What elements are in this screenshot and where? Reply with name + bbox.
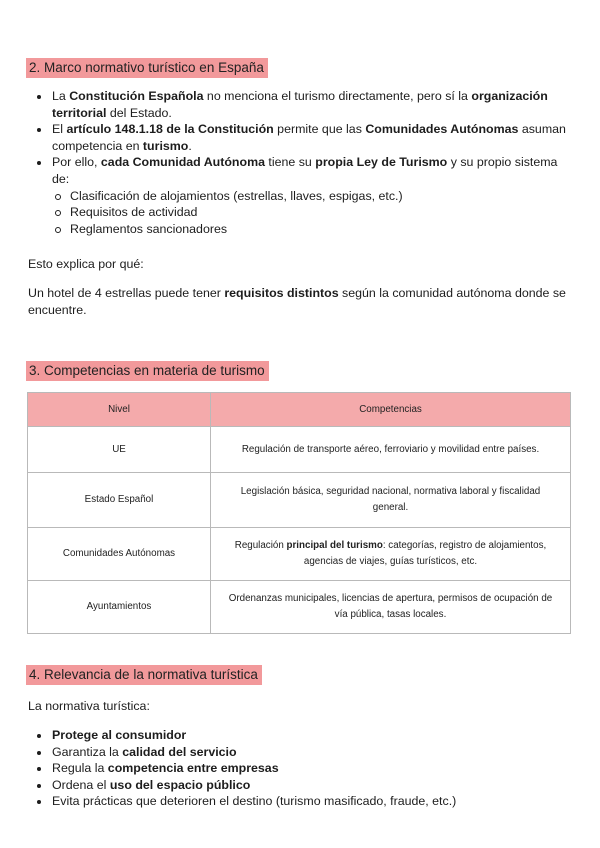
text: : categorías, registro de alojamientos, agencias de viajes, guías turísticos, etc.: [303, 540, 547, 567]
paragraph: La normativa turística:: [28, 699, 150, 713]
text: El: [52, 122, 67, 137]
table-row: [28, 427, 571, 473]
text: Regulación: [234, 540, 287, 551]
text: Por ello,: [52, 155, 101, 170]
paragraph: [28, 285, 573, 318]
list-item: [36, 727, 566, 744]
competencias-cell: [211, 427, 571, 473]
table-row: [28, 473, 571, 528]
table-row: [28, 581, 571, 634]
sub-list: [52, 188, 566, 238]
text: Un hotel de 4 estrellas puede tener: [28, 286, 225, 300]
list-item: [36, 121, 566, 154]
nivel-cell: Estado Español: [28, 473, 211, 528]
text: Garantiza la: [52, 744, 123, 759]
list-item: [36, 154, 566, 237]
text: tiene su: [264, 155, 316, 170]
text: permite que las: [273, 122, 366, 137]
section-4-heading: 4. Relevancia de la normativa turística: [26, 665, 262, 685]
nivel-cell: Ayuntamientos: [28, 581, 211, 634]
bold-text: requisitos distintos: [224, 286, 339, 300]
sub-list-item: Reglamentos sancionadores: [52, 221, 566, 238]
table-row: [28, 528, 571, 581]
text: Ordenanzas municipales, licencias de apertura, permisos de ocupación de vía pública, tasas locales.: [228, 593, 553, 620]
text: .: [188, 138, 192, 153]
text: según la comunidad autónoma donde se encuentre.: [28, 286, 566, 317]
section-3-heading: 3. Competencias en materia de turismo: [26, 361, 269, 381]
list-item: [36, 793, 566, 810]
text: Ordena el: [52, 777, 110, 792]
text: del Estado.: [106, 105, 172, 120]
list-item: [36, 744, 566, 761]
text: asuman competencia en: [52, 122, 566, 153]
section-2-heading: 2. Marco normativo turístico en España: [26, 58, 268, 78]
list-item: [36, 760, 566, 777]
sub-list-item: Clasificación de alojamientos (estrellas, llaves, espigas, etc.): [52, 188, 566, 205]
bold-text: competencia entre empresas: [107, 761, 279, 776]
section-4-bullet-list: [36, 727, 566, 810]
bold-text: cada Comunidad Autónoma: [100, 155, 265, 170]
bold-text: Constitución Española: [69, 89, 204, 103]
nivel-cell: UE: [28, 427, 211, 473]
list-item: [36, 777, 566, 794]
bold-text: Protege al consumidor: [52, 728, 187, 742]
list-item: [36, 88, 566, 121]
bold-text: propia Ley de Turismo: [315, 155, 448, 170]
text: Evita prácticas que deterioren el destino (turismo masificado, fraude, etc.): [52, 794, 457, 809]
table-header-row: [28, 393, 571, 427]
bold-text: artículo 148.1.18 de la Constitución: [66, 122, 274, 137]
paragraph: Esto explica por qué:: [28, 257, 144, 271]
section-2-bullet-list: [36, 88, 566, 237]
text: Legislación básica, seguridad nacional, normativa laboral y fiscalidad general.: [240, 486, 541, 513]
column-header-nivel: Nivel: [28, 393, 211, 427]
sub-list-item: Requisitos de actividad: [52, 204, 566, 221]
text: y su propio sistema de:: [52, 155, 558, 186]
column-header-competencias: Competencias: [211, 393, 571, 427]
competencias-cell: [211, 528, 571, 581]
bold-text: principal del turismo: [286, 540, 383, 551]
bold-text: turismo: [142, 138, 189, 153]
text: La: [52, 89, 70, 103]
nivel-cell: Comunidades Autónomas: [28, 528, 211, 581]
competencias-cell: [211, 581, 571, 634]
bold-text: calidad del servicio: [122, 744, 237, 759]
bold-text: organización territorial: [52, 89, 548, 120]
text: no menciona el turismo directamente, pero sí la: [203, 89, 472, 103]
bold-text: uso del espacio público: [109, 777, 251, 792]
competencias-table: [27, 392, 571, 634]
competencias-cell: [211, 473, 571, 528]
text: Regula la: [52, 761, 108, 776]
bold-text: Comunidades Autónomas: [365, 122, 519, 137]
text: Regulación de transporte aéreo, ferroviario y movilidad entre países.: [241, 443, 540, 455]
